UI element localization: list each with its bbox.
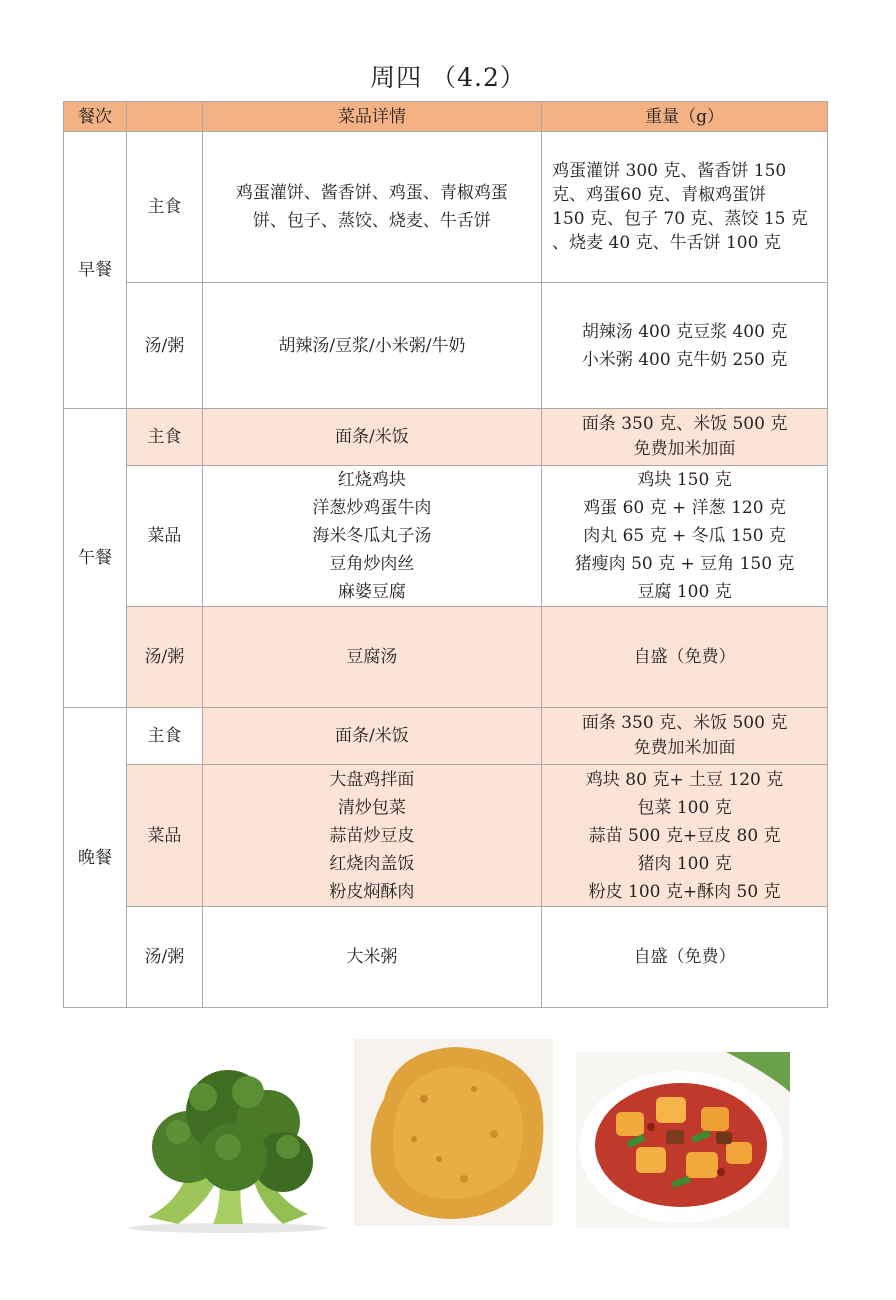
dish-line: 豆角炒肉丝: [329, 554, 415, 574]
weight-line: 猪瘦肉 50 克 + 豆角 150 克: [574, 554, 795, 574]
type-cell: 汤/粥: [127, 283, 203, 409]
table-row: [64, 283, 828, 409]
weight-line: 粉皮 100 克+酥肉 50 克: [588, 881, 781, 902]
dish-line: 面条/米饭: [335, 427, 409, 447]
type-cell: 汤/粥: [127, 607, 203, 708]
fried-cutlet-photo: [354, 1039, 553, 1226]
weight-line: 猪肉 100 克: [637, 853, 732, 874]
weight-line: 免费加米加面: [633, 439, 736, 459]
weight-line: 面条 350 克、米饭 500 克: [581, 414, 788, 434]
table-row: [64, 607, 828, 708]
type-cell: 汤/粥: [127, 907, 203, 1008]
weight-cell: [542, 907, 828, 1008]
meal-lunch: 午餐: [64, 409, 127, 708]
header-weight: 重量（g）: [542, 102, 828, 132]
weight-cell: [542, 607, 828, 708]
dish-cell: [202, 708, 541, 765]
weight-line: 150 克、包子 70 克、蒸饺 15 克: [552, 209, 808, 229]
dish-cell: [202, 907, 541, 1008]
weight-line: 鸡蛋 60 克 + 洋葱 120 克: [583, 498, 786, 518]
dish-cell: [202, 466, 541, 607]
dish-line: 饼、包子、蒸饺、烧麦、牛舌饼: [252, 211, 491, 231]
weight-cell: [542, 409, 828, 466]
weight-line: 自盛（免费）: [633, 947, 736, 967]
dish-line: 蒜苗炒豆皮: [329, 825, 415, 846]
weight-line: 自盛（免费）: [633, 647, 736, 667]
dish-cell: [202, 765, 541, 907]
braised-chicken-potato-photo: [576, 1052, 790, 1228]
meal-breakfast: 早餐: [64, 132, 127, 409]
dish-line: 粉皮焖酥肉: [329, 881, 415, 902]
weight-cell: [542, 708, 828, 765]
dish-line: 鸡蛋灌饼、酱香饼、鸡蛋、青椒鸡蛋: [235, 183, 508, 203]
weight-line: 豆腐 100 克: [637, 582, 732, 602]
weight-line: 鸡块 150 克: [637, 470, 732, 490]
weight-line: 胡辣汤 400 克豆浆 400 克: [581, 321, 788, 342]
weight-line: 面条 350 克、米饭 500 克: [581, 713, 788, 733]
type-cell: 主食: [127, 409, 203, 466]
weight-line: 蒜苗 500 克+豆皮 80 克: [588, 825, 781, 846]
weight-line: 小米粥 400 克牛奶 250 克: [581, 349, 788, 370]
weight-cell: [542, 466, 828, 607]
type-cell: 菜品: [127, 466, 203, 607]
dish-line: 大米粥: [346, 947, 398, 967]
dish-line: 清炒包菜: [337, 797, 406, 818]
weight-line: 克、鸡蛋60 克、青椒鸡蛋饼: [552, 185, 767, 205]
weight-cell: [542, 765, 828, 907]
weight-line: 免费加米加面: [633, 738, 736, 758]
dish-line: 海米冬瓜丸子汤: [312, 526, 432, 546]
dish-cell: [202, 283, 541, 409]
header-dishes: 菜品详情: [202, 102, 541, 132]
dish-cell: [202, 409, 541, 466]
dish-line: 豆腐汤: [346, 647, 398, 667]
table-header-row: [64, 102, 828, 132]
table-row: [64, 708, 828, 765]
table-row: [64, 466, 828, 607]
dish-line: 胡辣汤/豆浆/小米粥/牛奶: [278, 335, 466, 356]
dish-line: 麻婆豆腐: [337, 582, 406, 602]
weight-line: 肉丸 65 克 + 冬瓜 150 克: [583, 526, 786, 546]
dish-line: 面条/米饭: [335, 726, 409, 746]
dish-line: 红烧鸡块: [337, 470, 406, 490]
type-cell: 菜品: [127, 765, 203, 907]
weight-line: 、烧麦 40 克、牛舌饼 100 克: [552, 233, 781, 253]
dish-line: 洋葱炒鸡蛋牛肉: [312, 498, 432, 518]
table-row: [64, 907, 828, 1008]
meal-dinner: 晚餐: [64, 708, 127, 1008]
page-title: 周四 （4.2）: [370, 63, 526, 92]
weight-line: 鸡块 80 克+ 土豆 120 克: [585, 769, 784, 790]
menu-table: [63, 101, 828, 1008]
weight-cell: [542, 283, 828, 409]
header-type: [127, 102, 203, 132]
dish-line: 红烧肉盖饭: [329, 853, 415, 874]
type-cell: 主食: [127, 708, 203, 765]
weight-line: 包菜 100 克: [637, 797, 732, 818]
table-row: [64, 132, 828, 283]
weight-line: 鸡蛋灌饼 300 克、酱香饼 150: [552, 161, 787, 181]
broccoli-photo: [118, 1052, 344, 1236]
dish-cell: [202, 132, 541, 283]
dish-line: 大盘鸡拌面: [329, 769, 415, 790]
weight-cell: [542, 132, 828, 283]
table-row: [64, 765, 828, 907]
type-cell: 主食: [127, 132, 203, 283]
header-meal: 餐次: [64, 102, 127, 132]
table-row: [64, 409, 828, 466]
dish-cell: [202, 607, 541, 708]
